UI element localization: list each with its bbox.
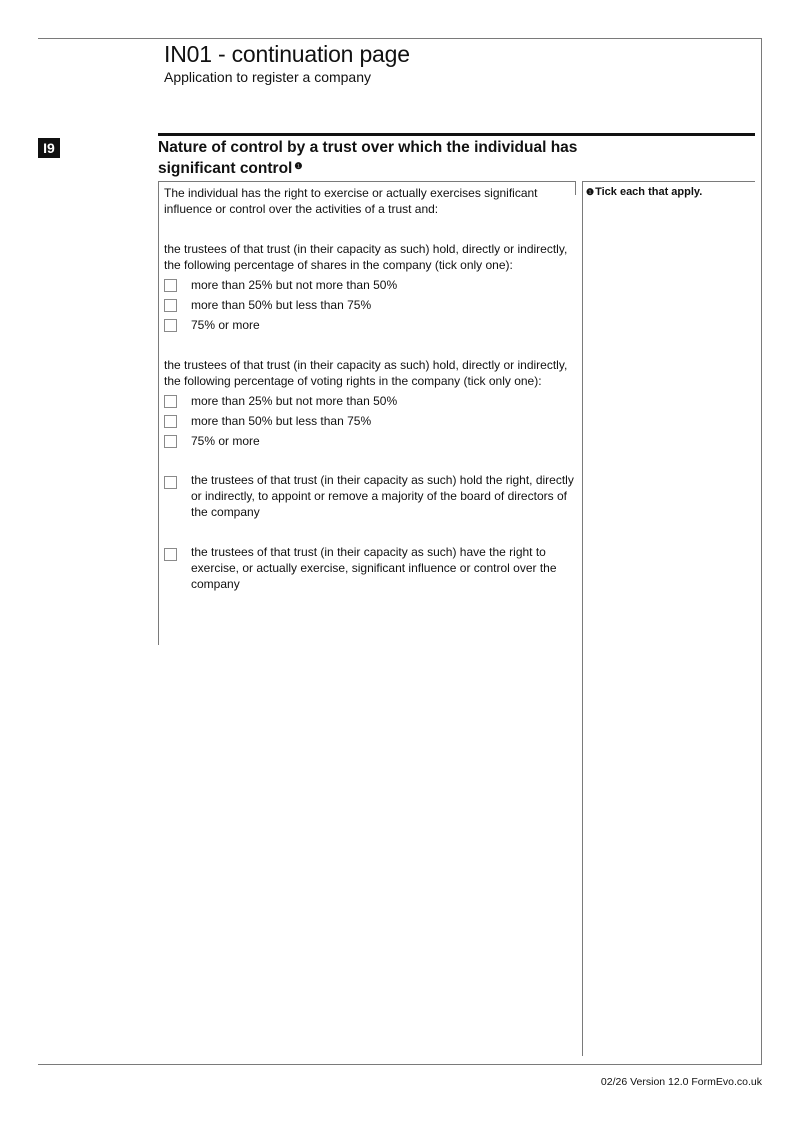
checkbox[interactable]	[164, 435, 177, 448]
checkbox[interactable]	[164, 395, 177, 408]
note-marker-icon: ❶	[294, 161, 303, 171]
note-number-icon: ❶	[586, 187, 595, 197]
page-subtitle: Application to register a company	[164, 69, 371, 85]
shares-text-line-1: the trustees of that trust (in their capacity as such) hold, directly or indirectly,	[164, 242, 568, 256]
option-label: more than 50% but less than 75%	[191, 298, 372, 312]
shares-text-line-2: the following percentage of shares in the company (tick only one):	[164, 258, 513, 272]
guidance-box-top	[582, 181, 755, 182]
top-border	[38, 38, 762, 39]
influence-option-line-3: company	[191, 577, 240, 591]
voting-option-25-50[interactable]	[164, 393, 397, 409]
board-option-line-3: the company	[191, 505, 260, 519]
voting-option-50-75[interactable]	[164, 413, 371, 429]
section-number-badge: I9	[38, 138, 60, 158]
section-heading	[158, 139, 578, 178]
voting-text-line-2: the following percentage of voting rights in the company (tick only one):	[164, 374, 542, 388]
guidance-box-left	[582, 181, 583, 1056]
content-box-top	[158, 181, 575, 182]
board-option-line-2: or indirectly, to appoint or remove a majority of the board of directors of	[191, 489, 567, 503]
guidance-note	[586, 186, 702, 198]
shares-option-50-75[interactable]	[164, 297, 371, 313]
content-box-left	[158, 181, 159, 645]
right-border	[761, 38, 762, 1065]
guidance-text: Tick each that apply.	[595, 186, 703, 198]
influence-option-line-1: the trustees of that trust (in their capacity as such) have the right to	[191, 545, 546, 559]
option-label: more than 50% but less than 75%	[191, 414, 372, 428]
bottom-border	[38, 1064, 762, 1065]
influence-option-line-2: exercise, or actually exercise, significant influence or control over the	[191, 561, 557, 575]
voting-option-75-plus[interactable]	[164, 433, 260, 449]
page-title: IN01 - continuation page	[164, 41, 410, 67]
checkbox[interactable]	[164, 476, 177, 489]
checkbox[interactable]	[164, 279, 177, 292]
board-option-line-1: the trustees of that trust (in their capacity as such) hold the right, directly	[191, 473, 574, 487]
option-label: 75% or more	[191, 318, 260, 332]
checkbox[interactable]	[164, 548, 177, 561]
shares-option-75-plus[interactable]	[164, 317, 260, 333]
section-rule	[158, 133, 755, 136]
shares-option-25-50[interactable]	[164, 277, 397, 293]
option-label: more than 25% but not more than 50%	[191, 394, 398, 408]
checkbox[interactable]	[164, 299, 177, 312]
section-heading-text: Nature of control by a trust over which the individual has significant control	[158, 139, 578, 177]
intro-line-2: influence or control over the activities of a trust and:	[164, 202, 439, 216]
checkbox[interactable]	[164, 319, 177, 332]
content-box-right	[575, 181, 576, 195]
checkbox[interactable]	[164, 415, 177, 428]
option-label: 75% or more	[191, 434, 260, 448]
footer-version: 02/26 Version 12.0 FormEvo.co.uk	[600, 1076, 762, 1088]
intro-line-1: The individual has the right to exercise or actually exercises significant	[164, 186, 538, 200]
voting-text-line-1: the trustees of that trust (in their capacity as such) hold, directly or indirectly,	[164, 358, 568, 372]
option-label: more than 25% but not more than 50%	[191, 278, 398, 292]
